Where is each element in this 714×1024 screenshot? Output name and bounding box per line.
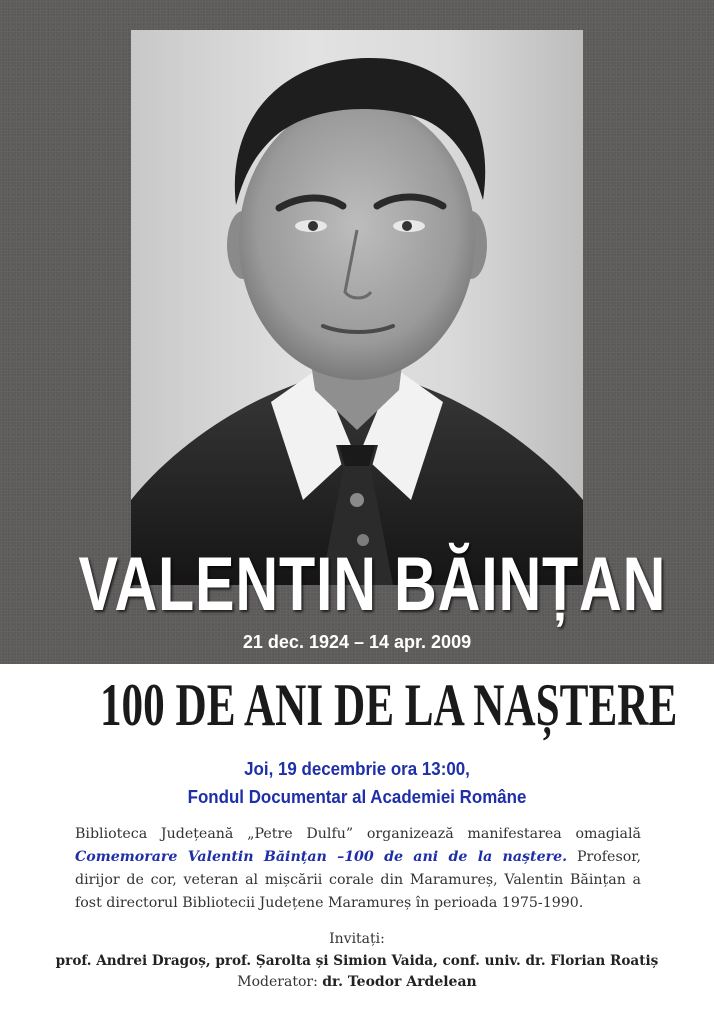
moderator-name: dr. Teodor Ardelean xyxy=(322,974,477,990)
description-tail: Profesor, dirijor de cor, veteran al mișcării corale din Maramureș, Valentin Băințan a fost directorul Bibliotecii Județene Maramureș în perioada 1975-1990. xyxy=(75,849,642,911)
portrait-photo xyxy=(131,30,583,585)
life-dates: 21 dec. 1924 – 14 apr. 2009 xyxy=(242,632,472,652)
moderator-line xyxy=(0,972,714,992)
event-date: Joi, 19 decembrie ora 13:00, xyxy=(244,759,470,779)
guests-list: prof. Andrei Dragoș, prof. Șarolta și Simion Vaida, conf. univ. dr. Florian Roatiș xyxy=(55,953,659,969)
moderator-label: Moderator: xyxy=(237,974,318,990)
description-lead: Biblioteca Județeană „Petre Dulfu” organizează manifestarea omagială xyxy=(75,826,641,842)
event-title: Comemorare Valentin Băințan –100 de ani de la naștere. xyxy=(75,849,568,865)
person-name: VALENTIN BĂINȚAN xyxy=(78,542,667,627)
event-description xyxy=(75,823,641,915)
event-location: Fondul Documentar al Academiei Române xyxy=(187,787,527,807)
headline: 100 DE ANI DE LA NAȘTERE xyxy=(99,672,678,738)
guests-label: Invitați: xyxy=(329,931,385,947)
